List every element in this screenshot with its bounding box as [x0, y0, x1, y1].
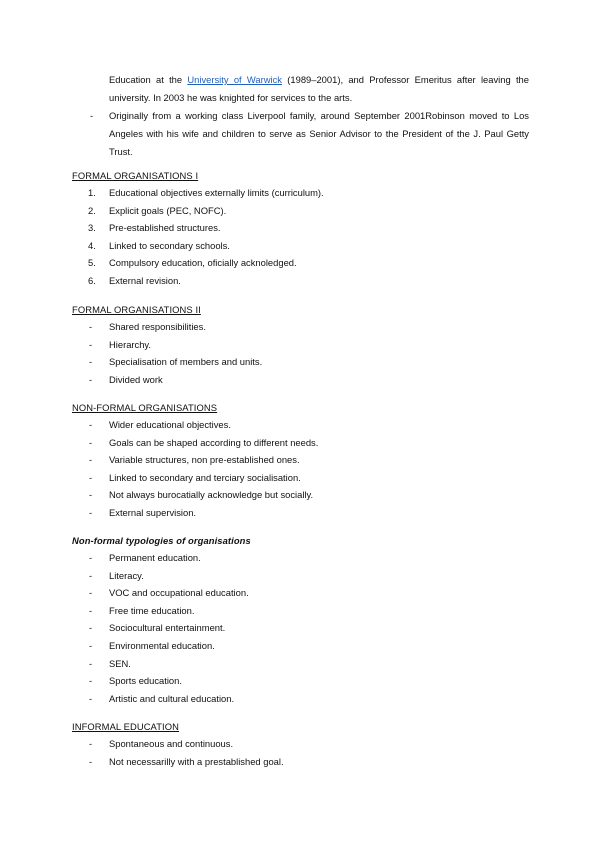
- list-item: [72, 237, 532, 255]
- list-marker: -: [89, 506, 93, 518]
- list-item-text: Hierarchy.: [109, 338, 152, 350]
- section-informal-education: [72, 719, 532, 770]
- list-marker: -: [89, 738, 93, 749]
- list-item-text: VOC and occupational education.: [109, 587, 249, 599]
- list-marker: 2.: [88, 204, 96, 216]
- list-item: [72, 202, 532, 220]
- list-item: [72, 219, 532, 237]
- list-item: [72, 486, 532, 504]
- list-item-text: Variable structures, non pre-established ones.: [109, 454, 300, 466]
- section-non-formal-organisations: [72, 400, 532, 522]
- list-item: [72, 469, 532, 487]
- list-marker: -: [89, 419, 93, 430]
- list-item-text: Environmental education.: [109, 639, 215, 651]
- section-formal-organisations-2: [72, 302, 532, 388]
- list-item: [72, 318, 532, 336]
- list-item: [72, 451, 532, 469]
- list-item-text: Specialisation of members and units.: [109, 356, 263, 368]
- list-item: [72, 602, 532, 620]
- list-marker: -: [89, 471, 93, 483]
- list-item: [72, 434, 532, 452]
- list-marker: -: [89, 657, 93, 669]
- list-marker: -: [89, 321, 93, 332]
- list-item-text: Shared responsibilities.: [109, 321, 206, 332]
- list-marker: -: [89, 675, 93, 687]
- list-item-text: External revision.: [109, 274, 181, 286]
- bullet-list: [72, 318, 532, 388]
- list-item: [72, 584, 532, 602]
- list-marker: -: [89, 373, 93, 385]
- list-item: [72, 504, 532, 522]
- list-item-text: Not always burocatially acknowledge but socially.: [109, 489, 314, 501]
- list-item-text: Educational objectives externally limits (curriculum).: [109, 187, 324, 198]
- section-heading: NON-FORMAL ORGANISATIONS: [72, 402, 218, 413]
- list-item: [72, 619, 532, 637]
- intro-paragraph-1: [109, 71, 529, 107]
- list-marker: -: [89, 755, 93, 767]
- list-item: [72, 184, 532, 202]
- numbered-list: [72, 184, 532, 290]
- list-item: [72, 637, 532, 655]
- list-item-text: SEN.: [109, 657, 131, 669]
- list-item: [72, 690, 532, 708]
- intro-text-pre: Education at the: [109, 74, 188, 85]
- list-item: [72, 272, 532, 290]
- list-marker: -: [89, 454, 93, 466]
- intro-text-post: (1989–2001), and Professor Emeritus after leaving the university. In 2003 he was knighted for services to the arts.: [109, 74, 529, 103]
- list-item-text: External supervision.: [109, 506, 197, 518]
- list-marker: -: [89, 587, 93, 599]
- list-item-text: Sports education.: [109, 675, 182, 687]
- list-item: [72, 655, 532, 673]
- list-item-text: Wider educational objectives.: [109, 419, 231, 430]
- bullet-list: [72, 735, 532, 770]
- list-item: [72, 753, 532, 771]
- list-marker: -: [89, 552, 93, 563]
- list-item-text: Linked to secondary schools.: [109, 239, 230, 251]
- list-marker: -: [89, 639, 93, 651]
- list-marker: -: [89, 356, 93, 368]
- university-of-warwick-link[interactable]: University of Warwick: [187, 74, 282, 85]
- list-item-text: Goals can be shaped according to different needs.: [109, 436, 319, 448]
- intro-paragraph-2: [90, 107, 529, 161]
- list-marker: 6.: [88, 274, 96, 286]
- list-item-text: Free time education.: [109, 604, 195, 616]
- list-item-text: Spontaneous and continuous.: [109, 738, 234, 749]
- list-marker: -: [89, 569, 93, 581]
- bullet-dash: -: [90, 110, 94, 121]
- section-heading: FORMAL ORGANISATIONS II: [72, 304, 201, 315]
- list-item: [72, 672, 532, 690]
- intro-block: [90, 71, 529, 161]
- section-heading: FORMAL ORGANISATIONS I: [72, 170, 199, 181]
- list-item-text: Pre-established structures.: [109, 222, 221, 234]
- list-marker: 1.: [88, 187, 96, 198]
- list-item-text: Literacy.: [109, 569, 144, 581]
- list-marker: 4.: [88, 239, 96, 251]
- list-item-text: Explicit goals (PEC, NOFC).: [109, 204, 227, 216]
- list-item-text: Sociocultural entertainment.: [109, 622, 226, 634]
- list-item-text: Compulsory education, oficially acknoledged.: [109, 257, 297, 269]
- list-marker: -: [89, 692, 93, 704]
- intro-text-2: Originally from a working class Liverpool family, around September 2001Robinson moved to Los Angeles with his wife and children to serve as Senior Advisor to the President of the J. Paul Getty Trust.: [109, 110, 529, 157]
- section-heading: INFORMAL EDUCATION: [72, 721, 180, 732]
- bullet-list: [72, 416, 532, 522]
- list-item-text: Divided work: [109, 373, 163, 385]
- list-marker: -: [89, 436, 93, 448]
- list-item: [72, 416, 532, 434]
- list-item: [72, 254, 532, 272]
- list-item-text: Not necessarilly with a prestablished goal.: [109, 755, 284, 767]
- bullet-list: [72, 549, 532, 707]
- list-item-text: Linked to secondary and terciary socialisation.: [109, 471, 301, 483]
- list-item-text: Permanent education.: [109, 552, 201, 563]
- list-item: [72, 371, 532, 389]
- section-non-formal-typologies: [72, 533, 532, 707]
- section-heading: Non-formal typologies of organisations: [72, 535, 251, 546]
- list-item: [72, 735, 532, 753]
- list-marker: -: [89, 604, 93, 616]
- list-item: [72, 336, 532, 354]
- list-item-text: Artistic and cultural education.: [109, 692, 235, 704]
- list-marker: -: [89, 338, 93, 350]
- list-marker: -: [89, 622, 93, 634]
- list-marker: 3.: [88, 222, 96, 234]
- list-item: [72, 567, 532, 585]
- list-marker: 5.: [88, 257, 96, 269]
- list-marker: -: [89, 489, 93, 501]
- list-item: [72, 549, 532, 567]
- section-formal-organisations-1: [72, 168, 532, 290]
- list-item: [72, 353, 532, 371]
